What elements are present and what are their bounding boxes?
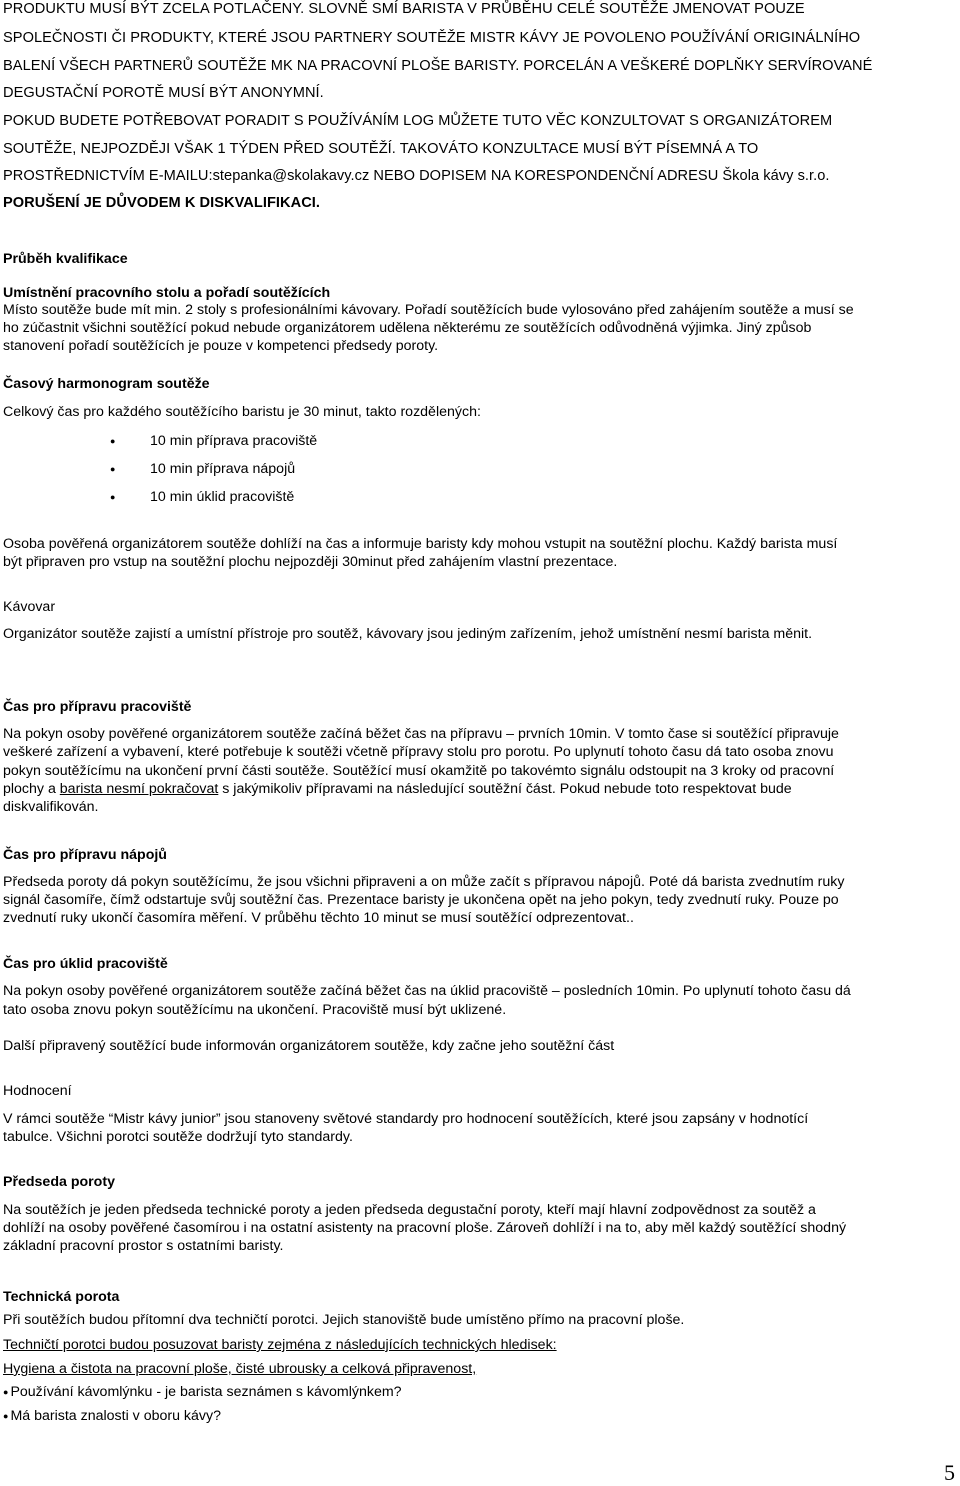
predseda-line-3: základní pracovní prostor s ostatními baristy. <box>3 1238 284 1254</box>
harmonogram-paragraph-2: být připraven pro vstup na soutěžní plochu nejpozději 30minut před zahájením vlastní prezentace. <box>3 554 618 570</box>
uklid-line-2: tato osoba znovu pokyn soutěžícímu na ukončení. Pracoviště musí být uklizené. <box>3 1002 507 1018</box>
uklid-line-1: Na pokyn osoby pověřené organizátorem soutěže začíná běžet čas na úklid pracoviště – posledních 10min. Po uplynutí tohoto času dá <box>3 983 851 999</box>
priprava-pracoviste-line-3: pokyn soutěžícímu na ukončení první části soutěže. Soutěžící musí okamžitě po takovémto signálu odstoupit na 3 kroky od pracovní <box>3 763 835 779</box>
priprava-pracoviste-line-4: plochy a barista nesmí pokračovat s jakýmikoliv přípravami na následující soutěžní část. Pokud nebude toto respektovat bude <box>3 781 792 797</box>
list-item: ● Má barista znalosti v oboru kávy? <box>3 1407 221 1425</box>
kvalifikace-line-2: ho zúčastnit všichni soutěžící pokud nebude organizátorem udělena některému ze soutěžících odůvodněná výjimka. Jiný způsob <box>3 320 812 336</box>
intro-line-2: SPOLEČNOSTI ČI PRODUKTY, KTERÉ JSOU PARTNERY SOUTĚŽE MISTR KÁVY JE POVOLENO POUŽÍVÁNÍ ORIGINÁLNÍHO <box>3 30 861 46</box>
document-page: PRODUKTU MUSÍ BÝT ZCELA POTLAČENY. SLOVNĚ SMÍ BARISTA V PRŮBĚHU CELÉ SOUTĚŽE JMENOVAT POUZE SPOLEČNOSTI ČI PRODUKTY, KTERÉ JSOU PARTNERY SOUTĚŽE MISTR KÁVY JE POVOLENO POUŽÍVÁNÍ ORIGINÁLNÍHO BALENÍ VŠECH PARTNERŮ SOUTĚŽE MK NA PRACOVNÍ PLOŠE BARISTY. PORCELÁN A VEŠKERÉ DOPLŇKY SERVÍROVANÉ DEGUSTAČNÍ POROTĚ MUSÍ BÝT ANONYMNÍ. POKUD BUDETE POTŘEBOVAT PORADIT S POUŽÍVÁNÍM LOG MŮŽETE TUTO VĚC KONZULTOVAT S ORGANIZÁTOREM SOUTĚŽE, NEJPOZDĚJI VŠAK 1 TÝDEN PŘED SOUTĚŽÍ. TAKOVÁTO KONZULTACE MUSÍ BÝT PÍSEMNÁ A TO PROSTŘEDNICTVÍM E-MAILU:stepanka@skolakavy.cz NEBO DOPISEM NA KORESPONDENČNÍ ADRESU Škola kávy s.r.o. PORUŠENÍ JE DŮVODEM K DISKVALIFIKACI. Průběh kvalifikace Umístnění pracovního stolu a pořadí soutěžících Místo soutěže bude mít min. 2 stoly s profesionálními kávovary. Pořadí soutěžících bude vylosováno před zahájením soutěže a musí se ho zúčastnit všichni soutěžící pokud nebude organizátorem udělena některému ze soutěžících odůvodněná výjimka. Jiný způsob stanovení pořadí soutěžících je pouze v kompetenci předsedy poroty. Časový harmonogram soutěže Celkový čas pro každého soutěžícího baristu je 30 minut, takto rozdělených: 10 min příprava pracoviště 10 min příprava nápojů 10 min úklid pracoviště Osoba pověřená organizátorem soutěže dohlíží na čas a informuje baristy kdy mohou vstupit na soutěžní plochu. Každý barista musí být připraven pro vstup na soutěžní plochu nejpozději 30minut před zahájením vlastní prezentace. Kávovar Organizátor soutěže zajistí a umístní přístroje pro soutěž, kávovary jsou jediným zařízením, jehož umístnění nesmí barista měnit. Čas pro přípravu pracoviště Na pokyn osoby pověřené organizátorem soutěže začíná běžet čas na přípravu – prvních 10min. V tomto čase si soutěžící připravuje veškeré zařízení a vybavení, které potřebuje k soutěži včetně přípravy stolu pro porotu. Po uplynutí tohoto času dá tato osoba znovu pokyn soutěžícímu na ukončení první části soutěže. Soutěžící musí okamžitě po takovémto signálu odstoupit na 3 kroky od pracovní plochy a barista nesmí pokračovat s jakýmikoliv přípravami na následující soutěžní část. Pokud nebude toto respektovat bude diskvalifikován. Čas pro přípravu nápojů Předseda poroty dá pokyn soutěžícímu, že jsou všichni připraveni a on může začít s přípravou nápojů. Poté dá barista zvednutím ruky signál časomíře, čímž odstartuje svůj soutěžní čas. Prezentace baristy je ukončena opět na jeho pokyn, tedy zvednutí ruky. Pouze po zvednutí ruky ukončí časomíra měření. V průběhu těchto 10 minut se musí soutěžící odprezentovat.. Čas pro úklid pracoviště Na pokyn osoby pověřené organizátorem soutěže začíná běžet čas na úklid pracoviště – posledních 10min. Po uplynutí tohoto času dá tato osoba znovu pokyn soutěžícímu na ukončení. Pracoviště musí být uklizené. Další připravený soutěžící bude informován organizátorem soutěže, kdy začne jeho soutěžní část Hodnocení V rámci soutěže “Mistr kávy junior” jsou stanoveny světové standardy pro hodnocení soutěžících, které jsou zapsány v hodnotící tabulce. Všichni porotci soutěže dodržují tyto standardy. Předseda poroty Na soutěžích je jeden předseda technické poroty a jeden předseda degustační poroty, kteří mají hlavní zodpovědnost za soutěž a dohlíží na osoby pověřené časomírou i na ostatní asistenty na pracovní ploše. Zároveň dohlíží i na to, aby měl každý soutěžící shodný základní pracovní prostor s ostatními baristy. Technická porota Při soutěžích budou přítomní dva techničtí porotci. Jejich stanoviště bude umístěno přímo na pracovní ploše. Techničtí porotci budou posuzovat baristy zejména z následujících technických hledisek: Hygiena a čistota na pracovní ploše, čisté ubrousky a celková připravenost, ● Používání kávomlýnku - je barista seznámen s kávomlýnkem? ● Má barista znalosti v oboru kávy? 5 <box>0 0 960 1486</box>
technicka-line-1: Při soutěžích budou přítomní dva techničtí porotci. Jejich stanoviště bude umístěno přímo na pracovní ploše. <box>3 1312 685 1328</box>
uklid-line-3: Další připravený soutěžící bude informován organizátorem soutěže, kdy začne jeho soutěžní část <box>3 1038 615 1054</box>
kavovar-line-1: Organizátor soutěže zajistí a umístní přístroje pro soutěž, kávovary jsou jediným zařízením, jehož umístnění nesmí barista měnit. <box>3 626 813 642</box>
intro-line-1: PRODUKTU MUSÍ BÝT ZCELA POTLAČENY. SLOVNĚ SMÍ BARISTA V PRŮBĚHU CELÉ SOUTĚŽE JMENOVAT POUZE <box>3 1 805 17</box>
intro-line-4: DEGUSTAČNÍ POROTĚ MUSÍ BÝT ANONYMNÍ. <box>3 85 324 101</box>
section-heading-harmonogram: Časový harmonogram soutěže <box>3 376 210 392</box>
intro-line-7: PROSTŘEDNICTVÍM E-MAILU:stepanka@skolakavy.cz NEBO DOPISEM NA KORESPONDENČNÍ ADRESU Škola kávy s.r.o. <box>3 168 830 184</box>
hodnoceni-line-1: V rámci soutěže “Mistr kávy junior” jsou stanoveny světové standardy pro hodnocení soutěžících, které jsou zapsány v hodnotící <box>3 1111 809 1127</box>
section-heading-hodnoceni: Hodnocení <box>3 1083 72 1099</box>
priprava-pracoviste-line-5: diskvalifikován. <box>3 799 99 815</box>
priprava-pracoviste-line-1: Na pokyn osoby pověřené organizátorem soutěže začíná běžet čas na přípravu – prvních 10min. V tomto čase si soutěžící připravuje <box>3 726 839 742</box>
priprava-napoju-line-3: zvednutí ruky ukončí časomíra měření. V průběhu těchto 10 minut se musí soutěžící odprezentovat.. <box>3 910 634 926</box>
priprava-napoju-line-2: signál časomíře, čímž odstartuje svůj soutěžní čas. Prezentace baristy je ukončena opět na jeho pokyn, tedy zvednutí ruky. Pouze po <box>3 892 839 908</box>
underlined-phrase: barista nesmí pokračovat <box>59 781 219 797</box>
section-heading-priprava-pracoviste: Čas pro přípravu pracoviště <box>3 699 192 715</box>
section-heading-kavovar: Kávovar <box>3 599 56 615</box>
harmonogram-paragraph-1: Osoba pověřená organizátorem soutěže dohlíží na čas a informuje baristy kdy mohou vstupit na soutěžní plochu. Každý barista musí <box>3 536 838 552</box>
section-heading-kvalifikace: Průběh kvalifikace <box>3 251 128 267</box>
kvalifikace-line-1: Místo soutěže bude mít min. 2 stoly s profesionálními kávovary. Pořadí soutěžících bude vylosováno před zahájením soutěže a musí se <box>3 302 854 318</box>
page-number: 5 <box>944 1460 955 1485</box>
intro-line-6: SOUTĚŽE, NEJPOZDĚJI VŠAK 1 TÝDEN PŘED SOUTĚŽÍ. TAKOVÁTO KONZULTACE MUSÍ BÝT PÍSEMNÁ A TO <box>3 141 759 157</box>
technicka-line-3: Hygiena a čistota na pracovní ploše, čisté ubrousky a celková připravenost, <box>3 1361 477 1377</box>
subheading-umistneni: Umístnění pracovního stolu a pořadí soutěžících <box>3 285 331 301</box>
priprava-napoju-line-1: Předseda poroty dá pokyn soutěžícímu, že jsou všichni připraveni a on může začít s přípravou nápojů. Poté dá barista zvednutím ruky <box>3 874 845 890</box>
intro-warning: PORUŠENÍ JE DŮVODEM K DISKVALIFIKACI. <box>3 195 320 211</box>
kvalifikace-line-3: stanovení pořadí soutěžících je pouze v kompetenci předsedy poroty. <box>3 338 439 354</box>
predseda-line-2: dohlíží na osoby pověřené časomírou i na ostatní asistenty na pracovní ploše. Zároveň dohlíží i na to, aby měl každý soutěžící shodný <box>3 1220 847 1236</box>
harmonogram-intro: Celkový čas pro každého soutěžícího baristu je 30 minut, takto rozdělených: <box>3 404 481 420</box>
section-heading-uklid: Čas pro úklid pracoviště <box>3 956 168 972</box>
intro-line-5: POKUD BUDETE POTŘEBOVAT PORADIT S POUŽÍVÁNÍM LOG MŮŽETE TUTO VĚC KONZULTOVAT S ORGANIZÁTOREM <box>3 113 833 129</box>
section-heading-technicka: Technická porota <box>3 1289 120 1305</box>
section-heading-priprava-napoju: Čas pro přípravu nápojů <box>3 847 167 863</box>
technicka-line-2: Techničtí porotci budou posuzovat baristy zejména z následujících technických hledisek: <box>3 1337 557 1353</box>
priprava-pracoviste-line-2: veškeré zařízení a vybavení, které potřebuje k soutěži včetně přípravy stolu pro porotu. Po uplynutí tohoto času dá tato osoba znovu <box>3 744 834 760</box>
predseda-line-1: Na soutěžích je jeden předseda technické poroty a jeden předseda degustační poroty, kteří mají hlavní zodpovědnost za soutěž a <box>3 1202 816 1218</box>
hodnoceni-line-2: tabulce. Všichni porotci soutěže dodržují tyto standardy. <box>3 1129 353 1145</box>
intro-line-3: BALENÍ VŠECH PARTNERŮ SOUTĚŽE MK NA PRACOVNÍ PLOŠE BARISTY. PORCELÁN A VEŠKERÉ DOPLŇKY SERVÍROVANÉ <box>3 58 873 74</box>
section-heading-predseda: Předseda poroty <box>3 1174 115 1190</box>
list-item: ● Používání kávomlýnku - je barista seznámen s kávomlýnkem? <box>3 1383 402 1401</box>
